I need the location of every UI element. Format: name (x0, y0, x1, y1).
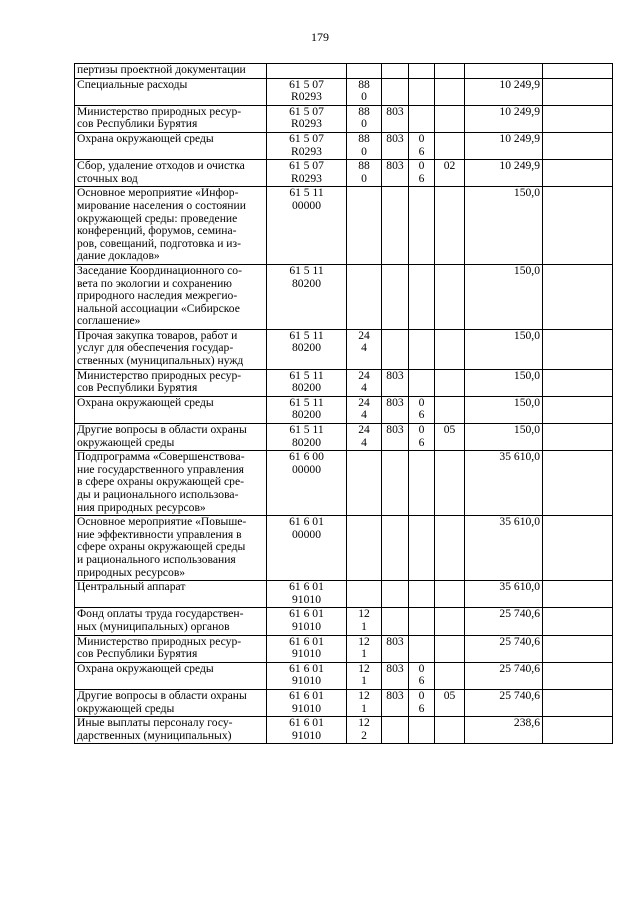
table-row (75, 424, 613, 451)
table-row (75, 396, 613, 423)
cell-subsection-text: 05 (443, 423, 456, 437)
table-row (75, 662, 613, 689)
cell-ministry-code (382, 64, 409, 79)
cell-subsection (435, 581, 465, 608)
cell-subsection (435, 516, 465, 581)
cell-name (75, 581, 267, 608)
cell-name-text: пертизы проектной документации (77, 63, 246, 76)
table-row (75, 187, 613, 265)
cell-name (75, 424, 267, 451)
cell-amount-text: 25 740,6 (499, 689, 540, 702)
cell-expense-type (347, 78, 382, 105)
cell-ministry-code (382, 264, 409, 329)
table-row (75, 132, 613, 159)
cell-subsection (435, 187, 465, 265)
cell-section-text: 0 6 (418, 132, 425, 158)
cell-amount-text: 150,0 (513, 423, 540, 437)
cell-ministry-code (382, 689, 409, 716)
cell-amount-text: 150,0 (513, 396, 540, 409)
cell-amount (465, 264, 543, 329)
cell-empty (543, 132, 613, 159)
cell-target-code (267, 187, 347, 265)
cell-empty (543, 160, 613, 187)
cell-ministry-code (382, 132, 409, 159)
cell-amount (465, 132, 543, 159)
cell-expense-type (347, 689, 382, 716)
cell-ministry-code (382, 608, 409, 635)
cell-amount-text: 35 610,0 (499, 450, 540, 464)
cell-name-text: Основное мероприятие «Инфор- мирование населения о состоянии окружающей среды: проведение конференций, форумов, семина- ров, совещаний, подготовка и из- дание докладов» (77, 186, 246, 263)
cell-expense-type (347, 64, 382, 79)
cell-target-code-text: 61 6 01 91010 (289, 716, 324, 742)
cell-ministry-code-text: 803 (386, 105, 404, 118)
cell-target-code (267, 689, 347, 716)
cell-target-code-text: 61 5 07 R0293 (289, 78, 324, 104)
cell-target-code-text: 61 5 11 80200 (289, 396, 324, 422)
cell-target-code-text: 61 5 11 80200 (289, 369, 324, 395)
cell-ministry-code-text: 803 (386, 689, 404, 702)
cell-target-code-text: 61 5 11 80200 (289, 329, 324, 355)
cell-expense-type (347, 662, 382, 689)
cell-name-text: Охрана окружающей среды (77, 132, 214, 145)
cell-amount-text: 150,0 (513, 186, 540, 200)
cell-amount (465, 662, 543, 689)
cell-amount (465, 635, 543, 662)
cell-name-text: Фонд оплаты труда государствен- ных (муниципальных) органов (77, 607, 244, 633)
cell-amount (465, 160, 543, 187)
cell-name (75, 78, 267, 105)
cell-subsection (435, 329, 465, 369)
cell-section-text: 0 6 (418, 662, 425, 688)
cell-target-code (267, 369, 347, 396)
cell-name (75, 516, 267, 581)
cell-amount (465, 581, 543, 608)
cell-section (409, 64, 435, 79)
cell-section (409, 132, 435, 159)
cell-empty (543, 369, 613, 396)
cell-target-code (267, 264, 347, 329)
cell-section (409, 264, 435, 329)
table-row (75, 78, 613, 105)
cell-ministry-code (382, 396, 409, 423)
cell-section (409, 451, 435, 516)
cell-target-code (267, 64, 347, 79)
cell-expense-type (347, 105, 382, 132)
cell-target-code-text: 61 6 01 91010 (289, 689, 324, 715)
cell-section (409, 160, 435, 187)
table-row (75, 581, 613, 608)
cell-ministry-code (382, 662, 409, 689)
cell-target-code (267, 105, 347, 132)
cell-empty (543, 78, 613, 105)
cell-empty (543, 635, 613, 662)
cell-section (409, 329, 435, 369)
cell-ministry-code-text: 803 (386, 423, 404, 437)
cell-subsection (435, 78, 465, 105)
cell-target-code-text: 61 5 11 80200 (289, 423, 324, 449)
cell-target-code-text: 61 5 07 R0293 (289, 159, 324, 185)
table-row (75, 717, 613, 744)
cell-name (75, 132, 267, 159)
table-row (75, 160, 613, 187)
cell-target-code (267, 581, 347, 608)
cell-amount (465, 369, 543, 396)
cell-name (75, 187, 267, 265)
cell-target-code-text: 61 5 11 80200 (289, 264, 324, 290)
cell-name (75, 717, 267, 744)
table-row (75, 516, 613, 581)
cell-empty (543, 64, 613, 79)
cell-expense-type (347, 451, 382, 516)
cell-target-code-text: 61 6 01 91010 (289, 580, 324, 606)
cell-ministry-code (382, 369, 409, 396)
cell-ministry-code (382, 187, 409, 265)
cell-name-text: Заседание Координационного со- вета по экологии и сохранению природного наследия межрегио- нальной ассоциации «Сибирское соглашение» (77, 264, 242, 328)
cell-amount (465, 717, 543, 744)
cell-amount-text: 10 249,9 (499, 105, 540, 118)
cell-empty (543, 396, 613, 423)
cell-target-code-text: 61 6 01 91010 (289, 607, 324, 633)
table-row (75, 264, 613, 329)
cell-expense-type (347, 187, 382, 265)
cell-name (75, 329, 267, 369)
table-row (75, 105, 613, 132)
cell-name (75, 662, 267, 689)
cell-expense-type (347, 635, 382, 662)
cell-ministry-code-text: 803 (386, 635, 404, 648)
cell-expense-type (347, 516, 382, 581)
cell-expense-type-text: 24 4 (358, 423, 370, 449)
cell-amount (465, 64, 543, 79)
cell-subsection (435, 64, 465, 79)
cell-name (75, 105, 267, 132)
cell-ministry-code (382, 516, 409, 581)
cell-ministry-code (382, 78, 409, 105)
cell-empty (543, 662, 613, 689)
cell-target-code (267, 635, 347, 662)
cell-section (409, 187, 435, 265)
cell-ministry-code-text: 803 (386, 132, 404, 145)
cell-section-text: 0 6 (418, 159, 425, 185)
cell-amount-text: 25 740,6 (499, 607, 540, 621)
cell-expense-type-text: 24 4 (358, 369, 370, 395)
cell-subsection (435, 451, 465, 516)
cell-expense-type-text: 12 1 (358, 689, 370, 715)
cell-name-text: Прочая закупка товаров, работ и услуг для обеспечения государ- ственных (муниципальных) нужд (77, 329, 244, 368)
cell-ministry-code-text: 803 (386, 662, 404, 675)
cell-target-code (267, 662, 347, 689)
cell-name-text: Другие вопросы в области охраны окружающей среды (77, 423, 247, 449)
cell-section (409, 581, 435, 608)
cell-name (75, 608, 267, 635)
cell-subsection (435, 396, 465, 423)
cell-amount (465, 424, 543, 451)
cell-amount (465, 451, 543, 516)
cell-expense-type (347, 369, 382, 396)
cell-expense-type (347, 264, 382, 329)
cell-expense-type-text: 88 0 (358, 159, 370, 185)
cell-target-code (267, 329, 347, 369)
table-row (75, 64, 613, 79)
cell-section (409, 369, 435, 396)
cell-subsection (435, 264, 465, 329)
cell-amount (465, 329, 543, 369)
cell-target-code-text: 61 5 07 R0293 (289, 132, 324, 158)
cell-section (409, 396, 435, 423)
cell-amount (465, 78, 543, 105)
cell-ministry-code-text: 803 (386, 369, 404, 382)
cell-target-code (267, 160, 347, 187)
cell-amount-text: 150,0 (513, 264, 540, 277)
cell-amount-text: 35 610,0 (499, 515, 540, 529)
cell-amount (465, 689, 543, 716)
cell-name (75, 451, 267, 516)
table-row (75, 369, 613, 396)
cell-empty (543, 689, 613, 716)
cell-amount (465, 396, 543, 423)
cell-empty (543, 187, 613, 265)
cell-ministry-code-text: 803 (386, 159, 404, 173)
cell-amount-text: 10 249,9 (499, 159, 540, 173)
cell-amount (465, 105, 543, 132)
cell-ministry-code (382, 451, 409, 516)
cell-amount-text: 35 610,0 (499, 580, 540, 594)
cell-target-code-text: 61 5 07 R0293 (289, 105, 324, 131)
cell-section (409, 608, 435, 635)
cell-section-text: 0 6 (418, 396, 425, 422)
cell-target-code-text: 61 6 01 00000 (289, 515, 324, 541)
table-row (75, 451, 613, 516)
table-row (75, 635, 613, 662)
cell-expense-type (347, 329, 382, 369)
cell-subsection (435, 662, 465, 689)
cell-amount-text: 238,6 (513, 716, 540, 730)
cell-ministry-code-text: 803 (386, 396, 404, 409)
cell-name-text: Сбор, удаление отходов и очистка сточных вод (77, 159, 245, 185)
cell-name (75, 635, 267, 662)
cell-expense-type (347, 396, 382, 423)
cell-empty (543, 516, 613, 581)
cell-name (75, 160, 267, 187)
cell-expense-type (347, 717, 382, 744)
cell-name-text: Охрана окружающей среды (77, 662, 214, 675)
cell-subsection-text: 05 (443, 689, 456, 702)
cell-target-code-text: 61 6 01 91010 (289, 635, 324, 661)
cell-amount (465, 516, 543, 581)
cell-empty (543, 329, 613, 369)
cell-ministry-code (382, 717, 409, 744)
cell-name-text: Министерство природных ресур- сов Республики Бурятия (77, 369, 242, 395)
cell-target-code (267, 424, 347, 451)
cell-target-code-text: 61 5 11 00000 (289, 186, 324, 212)
cell-expense-type (347, 581, 382, 608)
cell-empty (543, 105, 613, 132)
cell-empty (543, 717, 613, 744)
cell-expense-type-text: 12 2 (358, 716, 370, 742)
cell-amount (465, 608, 543, 635)
cell-empty (543, 608, 613, 635)
cell-section (409, 424, 435, 451)
cell-name-text: Основное мероприятие «Повыше- ние эффективности управления в сфере охраны окружающей среды и рационального использования природных ресурсов» (77, 515, 247, 579)
cell-name-text: Подпрограмма «Совершенствова- ние государственного управления в сфере охраны окружающей сре- ды и рационального использова- ния природных ресурсов» (77, 450, 245, 514)
table-row (75, 608, 613, 635)
cell-expense-type (347, 424, 382, 451)
cell-subsection (435, 105, 465, 132)
cell-name-text: Иные выплаты персоналу госу- дарственных (муниципальных) (77, 716, 233, 742)
cell-name-text: Министерство природных ресур- сов Республики Бурятия (77, 105, 242, 131)
cell-subsection (435, 635, 465, 662)
cell-subsection (435, 424, 465, 451)
cell-target-code (267, 396, 347, 423)
cell-name (75, 64, 267, 79)
cell-ministry-code (382, 329, 409, 369)
cell-subsection (435, 689, 465, 716)
cell-target-code (267, 516, 347, 581)
cell-target-code (267, 132, 347, 159)
cell-expense-type (347, 160, 382, 187)
cell-subsection-text: 02 (443, 159, 456, 173)
table-row (75, 329, 613, 369)
table-row (75, 689, 613, 716)
cell-name (75, 369, 267, 396)
cell-expense-type-text: 24 4 (358, 329, 370, 355)
cell-section (409, 689, 435, 716)
cell-subsection (435, 160, 465, 187)
cell-expense-type-text: 12 1 (358, 635, 370, 661)
cell-subsection (435, 369, 465, 396)
cell-amount-text: 150,0 (513, 329, 540, 342)
cell-name-text: Специальные расходы (77, 78, 188, 91)
cell-amount-text: 25 740,6 (499, 662, 540, 675)
cell-empty (543, 451, 613, 516)
cell-section (409, 662, 435, 689)
cell-section (409, 78, 435, 105)
cell-amount-text: 150,0 (513, 369, 540, 382)
cell-subsection (435, 608, 465, 635)
cell-target-code (267, 608, 347, 635)
cell-name-text: Министерство природных ресур- сов Республики Бурятия (77, 635, 242, 661)
cell-expense-type (347, 608, 382, 635)
cell-section (409, 635, 435, 662)
cell-empty (543, 424, 613, 451)
cell-expense-type-text: 12 1 (358, 607, 370, 633)
cell-subsection (435, 717, 465, 744)
cell-expense-type-text: 88 0 (358, 132, 370, 158)
cell-ministry-code (382, 160, 409, 187)
cell-target-code (267, 717, 347, 744)
cell-expense-type (347, 132, 382, 159)
cell-name (75, 264, 267, 329)
cell-amount (465, 187, 543, 265)
cell-ministry-code (382, 424, 409, 451)
table-body (75, 64, 613, 744)
cell-section (409, 105, 435, 132)
cell-section-text: 0 6 (418, 689, 425, 715)
cell-name-text: Центральный аппарат (77, 580, 186, 594)
cell-target-code (267, 451, 347, 516)
cell-target-code-text: 61 6 00 00000 (289, 450, 324, 476)
cell-amount-text: 10 249,9 (499, 78, 540, 91)
cell-expense-type-text: 88 0 (358, 105, 370, 131)
cell-ministry-code (382, 635, 409, 662)
page-number: 179 (311, 30, 329, 44)
cell-name-text: Охрана окружающей среды (77, 396, 214, 409)
cell-section-text: 0 6 (418, 423, 425, 449)
cell-amount-text: 25 740,6 (499, 635, 540, 648)
cell-ministry-code (382, 105, 409, 132)
cell-expense-type-text: 12 1 (358, 662, 370, 688)
cell-expense-type-text: 88 0 (358, 78, 370, 104)
cell-expense-type-text: 24 4 (358, 396, 370, 422)
cell-target-code-text: 61 6 01 91010 (289, 662, 324, 688)
cell-empty (543, 264, 613, 329)
cell-section (409, 717, 435, 744)
cell-subsection (435, 132, 465, 159)
cell-name (75, 396, 267, 423)
cell-target-code (267, 78, 347, 105)
cell-ministry-code (382, 581, 409, 608)
budget-table (74, 63, 613, 744)
cell-section (409, 516, 435, 581)
cell-amount-text: 10 249,9 (499, 132, 540, 145)
cell-name (75, 689, 267, 716)
cell-name-text: Другие вопросы в области охраны окружающей среды (77, 689, 247, 715)
cell-empty (543, 581, 613, 608)
